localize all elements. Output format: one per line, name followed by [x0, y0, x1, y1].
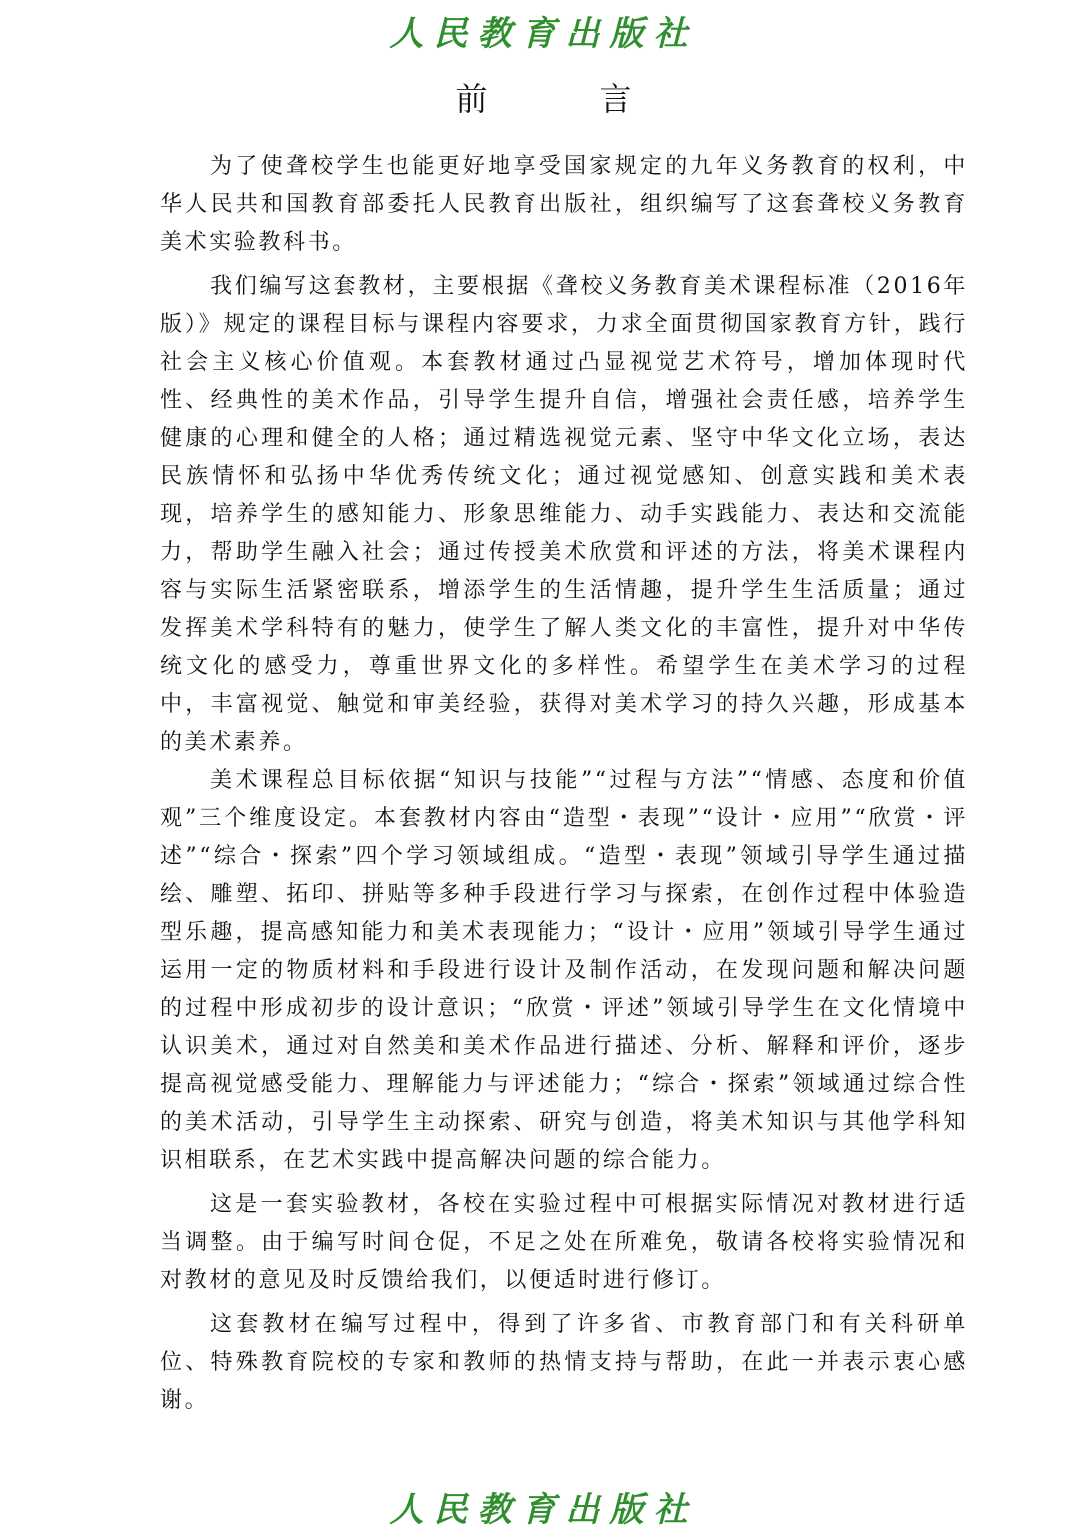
paragraph-5: 这套教材在编写过程中，得到了许多省、市教育部门和有关科研单位、特殊教育院校的专家和教师的热情支持与帮助，在此一并表示衷心感谢。 — [160, 1312, 968, 1413]
paragraph-4: 这是一套实验教材，各校在实验过程中可根据实际情况对教材进行适当调整。由于编写时间仓促，不足之处在所难免，敬请各校将实验情况和对教材的意见及时反馈给我们，以便适时进行修订。 — [160, 1192, 968, 1293]
publisher-logo-header: 人民教育出版社 — [389, 14, 698, 54]
preface-body — [160, 148, 968, 1420]
paragraph-3: 美术课程总目标依据“知识与技能”“过程与方法”“情感、态度和价值观”三个维度设定。本套教材内容由“造型・表现”“设计・应用”“欣赏・评述”“综合・探索”四个学习领域组成。“造型・表现”领域引导学生通过描绘、雕塑、拓印、拼贴等多种手段进行学习与探索，在创作过程中体验造型乐趣，提高感知能力和美术表现能力；“设计・应用”领域引导学生通过运用一定的物质材料和手段进行设计及制作活动，在发现问题和解决问题的过程中形成初步的设计意识；“欣赏・评述”领域引导学生在文化情境中认识美术，通过对自然美和美术作品进行描述、分析、解释和评价，逐步提高视觉感受能力、理解能力与评述能力；“综合・探索”领域通过综合性的美术活动，引导学生主动探索、研究与创造，将美术知识与其他学科知识相联系，在艺术实践中提高解决问题的综合能力。 — [160, 768, 968, 1173]
paragraph-2: 我们编写这套教材，主要根据《聋校义务教育美术课程标准（2016年版）》规定的课程目标与课程内容要求，力求全面贯彻国家教育方针，践行社会主义核心价值观。本套教材通过凸显视觉艺术符号，增加体现时代性、经典性的美术作品，引导学生提升自信，增强社会责任感，培养学生健康的心理和健全的人格；通过精选视觉元素、坚守中华文化立场，表达民族情怀和弘扬中华优秀传统文化；通过视觉感知、创意实践和美术表现，培养学生的感知能力、形象思维能力、动手实践能力、表达和交流能力，帮助学生融入社会；通过传授美术欣赏和评述的方法，将美术课程内容与实际生活紧密联系，增添学生的生活情趣，提升学生生活质量；通过发挥美术学科特有的魅力，使学生了解人类文化的丰富性，提升对中华传统文化的感受力，尊重世界文化的多样性。希望学生在美术学习的过程中，丰富视觉、触觉和审美经验，获得对美术学习的持久兴趣，形成基本的美术素养。 — [160, 274, 968, 755]
paragraph-1: 为了使聋校学生也能更好地享受国家规定的九年义务教育的权利，中华人民共和国教育部委托人民教育出版社，组织编写了这套聋校义务教育美术实验教科书。 — [160, 154, 968, 255]
page-title: 前 言 — [455, 80, 672, 118]
publisher-logo-footer: 人民教育出版社 — [389, 1490, 698, 1530]
